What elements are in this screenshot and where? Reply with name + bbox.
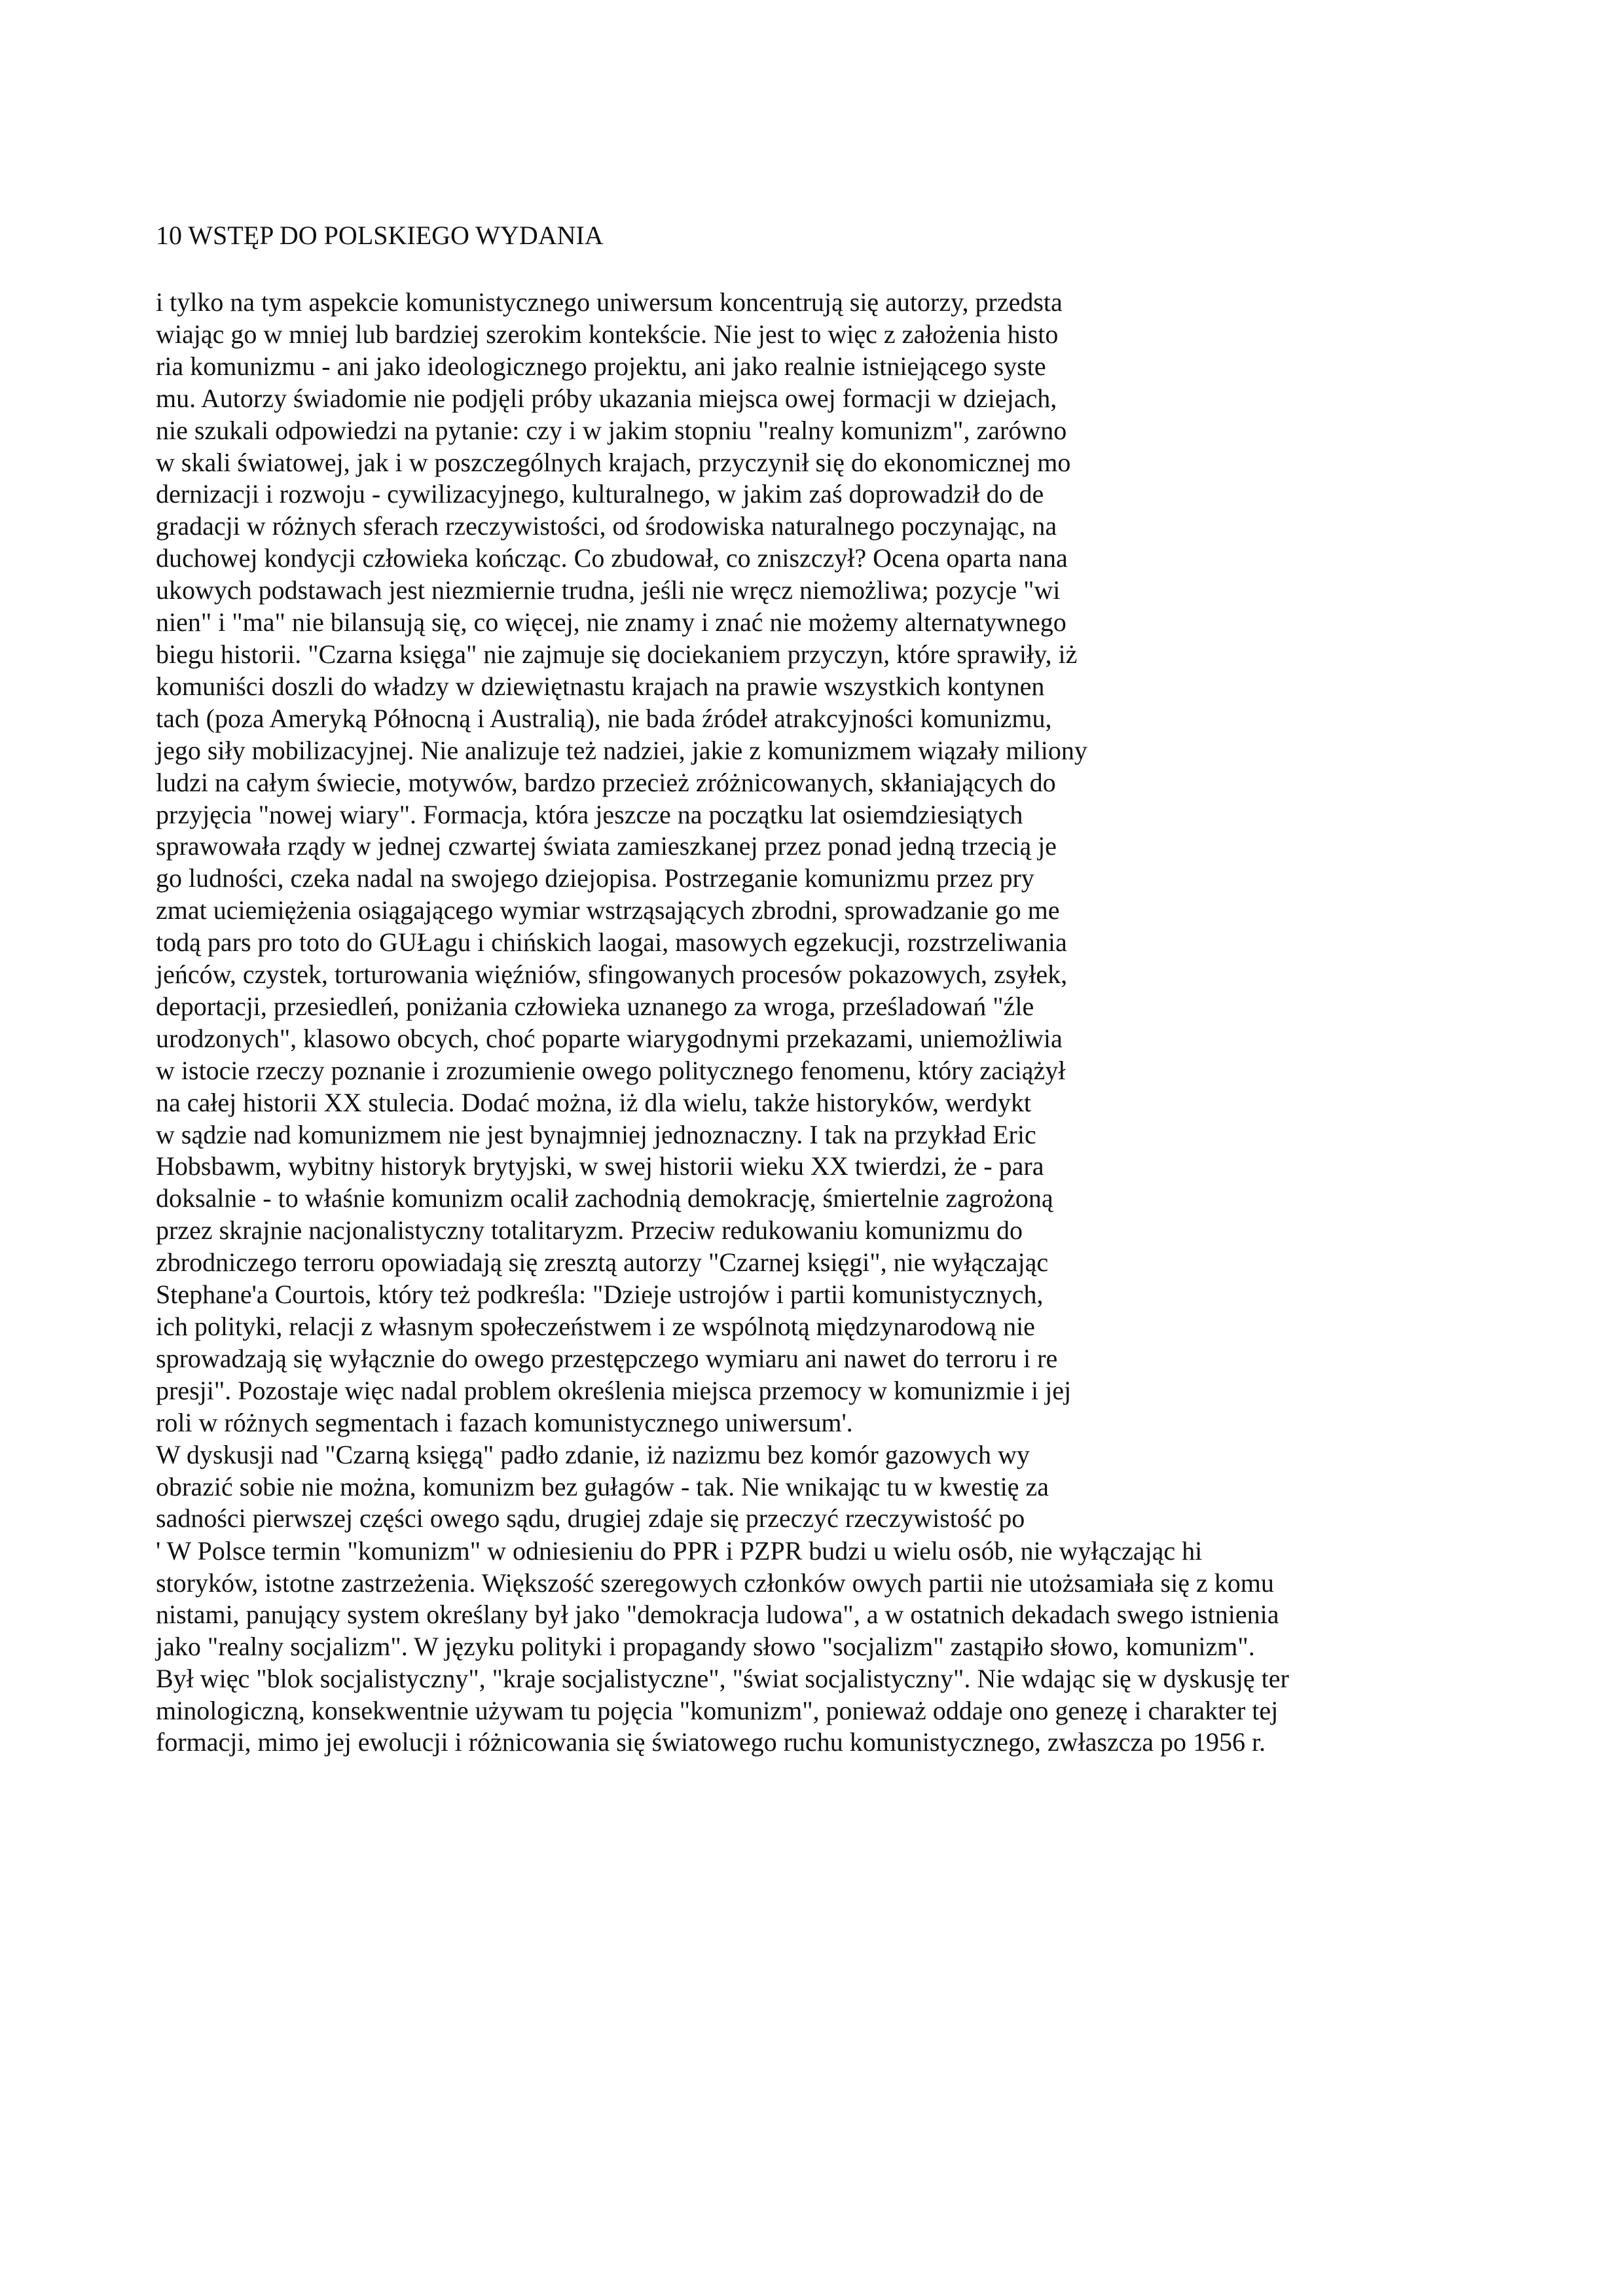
footnote-line: jako "realny socjalizm". W języku polityki i propagandy słowo "socjalizm" zastąpiło słowo, komunizm". — [156, 1632, 1255, 1662]
body-line: dernizacji i rozwoju - cywilizacyjnego, kulturalnego, w jakim zaś doprowadził do de — [156, 479, 1044, 509]
body-line: ludzi na całym świecie, motywów, bardzo przecież zróżnicowanych, skłaniających do — [156, 767, 1056, 797]
body-line: deportacji, przesiedleń, poniżania człowieka uznanego za wroga, prześladowań "źle — [156, 991, 1034, 1021]
body-line: Hobsbawm, wybitny historyk brytyjski, w swej historii wieku XX twierdzi, że - para — [156, 1151, 1044, 1181]
body-line: ich polityki, relacji z własnym społeczeństwem i ze wspólnotą międzynarodową nie — [156, 1312, 1035, 1341]
body-text — [156, 287, 1177, 1535]
body-line: tach (poza Ameryką Północną i Australią), nie bada źródeł atrakcyjności komunizmu, — [156, 703, 1052, 733]
running-header: 10 WSTĘP DO POLSKIEGO WYDANIA — [156, 221, 604, 250]
body-line: roli w różnych segmentach i fazach komunistycznego uniwersum'. — [156, 1407, 853, 1437]
body-line: komuniści doszli do władzy w dziewiętnastu krajach na prawie wszystkich kontynen — [156, 671, 1045, 701]
body-line: nien" i "ma" nie bilansują się, co więcej, nie znamy i znać nie możemy alternatywnego — [156, 607, 1067, 637]
body-line: w istocie rzeczy poznanie i zrozumienie owego politycznego fenomenu, który zaciążył — [156, 1055, 1066, 1085]
footnote-line: Był więc "blok socjalistyczny", "kraje socjalistyczne", "świat socjalistyczny". Nie wdając się w dyskusję ter — [156, 1663, 1289, 1693]
body-line: jeńców, czystek, torturowania więźniów, sfingowanych procesów pokazowych, zsyłek, — [156, 960, 1068, 990]
body-line: w skali światowej, jak i w poszczególnych krajach, przyczynił się do ekonomicznej mo — [156, 447, 1071, 477]
body-line: sprowadzają się wyłącznie do owego przestępczego wymiaru ani nawet do terroru i re — [156, 1343, 1058, 1373]
footnote-line: formacji, mimo jej ewolucji i różnicowania się światowego ruchu komunistycznego, zwłaszcza po 1956 r. — [156, 1727, 1266, 1757]
body-line: go ludności, czeka nadal na swojego dziejopisa. Postrzeganie komunizmu przez pry — [156, 863, 1034, 893]
footnote — [156, 1535, 1387, 1759]
body-line: mu. Autorzy świadomie nie podjęli próby ukazania miejsca owej formacji w dziejach, — [156, 383, 1057, 413]
body-line: sprawowała rządy w jednej czwartej świata zamieszkanej przez ponad jedną trzecią je — [156, 831, 1057, 861]
body-line: zbrodniczego terroru opowiadają się zresztą autorzy "Czarnej księgi", nie wyłączając — [156, 1247, 1049, 1278]
body-line: nie szukali odpowiedzi na pytanie: czy i w jakim stopniu "realny komunizm", zarówno — [156, 415, 1067, 445]
body-line: w sądzie nad komunizmem nie jest bynajmniej jednoznaczny. I tak na przykład Eric — [156, 1119, 1036, 1149]
body-line: ukowych podstawach jest niezmiernie trudna, jeśli nie wręcz niemożliwa; pozycje "wi — [156, 575, 1061, 605]
footnote-line: storyków, istotne zastrzeżenia. Większość szeregowych członków owych partii nie utożsamiała się z komu — [156, 1568, 1274, 1598]
body-line: gradacji w różnych sferach rzeczywistości, od środowiska naturalnego poczynając, na — [156, 511, 1057, 541]
body-line: obrazić sobie nie można, komunizm bez gułagów - tak. Nie wnikając tu w kwestię za — [156, 1471, 1049, 1501]
body-line: W dyskusji nad "Czarną księgą" padło zdanie, iż nazizmu bez komór gazowych wy — [156, 1439, 1030, 1469]
footnote-line: minologiczną, konsekwentnie używam tu pojęcia "komunizm", ponieważ oddaje ono genezę i charakter tej — [156, 1695, 1279, 1725]
body-line: przyjęcia "nowej wiary". Formacja, która jeszcze na początku lat osiemdziesiątych — [156, 799, 1023, 829]
footnote-line: ' W Polsce termin "komunizm" w odniesieniu do PPR i PZPR budzi u wielu osób, nie wyłączając hi — [156, 1536, 1203, 1566]
body-line: urodzonych", klasowo obcych, choć poparte wiarygodnymi przekazami, uniemożliwia — [156, 1023, 1063, 1053]
body-line: ria komunizmu - ani jako ideologicznego projektu, ani jako realnie istniejącego syste — [156, 351, 1046, 381]
body-line: wiając go w mniej lub bardziej szerokim kontekście. Nie jest to więc z założenia histo — [156, 319, 1059, 349]
body-line: przez skrajnie nacjonalistyczny totalitaryzm. Przeciw redukowaniu komunizmu do — [156, 1215, 1023, 1246]
body-line: i tylko na tym aspekcie komunistycznego uniwersum koncentrują się autorzy, przedsta — [156, 287, 1063, 317]
body-line: sadności pierwszej części owego sądu, drugiej zdaje się przeczyć rzeczywistość po — [156, 1503, 1025, 1534]
body-line: duchowej kondycji człowieka kończąc. Co zbudował, co zniszczył? Ocena oparta nana — [156, 543, 1068, 573]
footnote-line: nistami, panujący system określany był jako "demokracja ludowa", a w ostatnich dekadach swego istnienia — [156, 1600, 1279, 1630]
body-line: presji". Pozostaje więc nadal problem określenia miejsca przemocy w komunizmie i jej — [156, 1375, 1072, 1405]
body-line: todą pars pro toto do GUŁagu i chińskich laogai, masowych egzekucji, rozstrzeliwania — [156, 927, 1067, 958]
body-line: biegu historii. "Czarna księga" nie zajmuje się dociekaniem przyczyn, które sprawiły, iż — [156, 639, 1078, 669]
body-line: jego siły mobilizacyjnej. Nie analizuje też nadziei, jakie z komunizmem wiązały miliony — [156, 735, 1087, 765]
body-line: na całej historii XX stulecia. Dodać można, iż dla wielu, także historyków, werdykt — [156, 1087, 1031, 1117]
body-line: Stephane'a Courtois, który też podkreśla: "Dzieje ustrojów i partii komunistycznych, — [156, 1280, 1044, 1310]
body-line: doksalnie - to właśnie komunizm ocalił zachodnią demokrację, śmiertelnie zagrożoną — [156, 1183, 1053, 1213]
body-line: zmat uciemiężenia osiągającego wymiar wstrząsających zbrodni, sprowadzanie go me — [156, 895, 1060, 925]
